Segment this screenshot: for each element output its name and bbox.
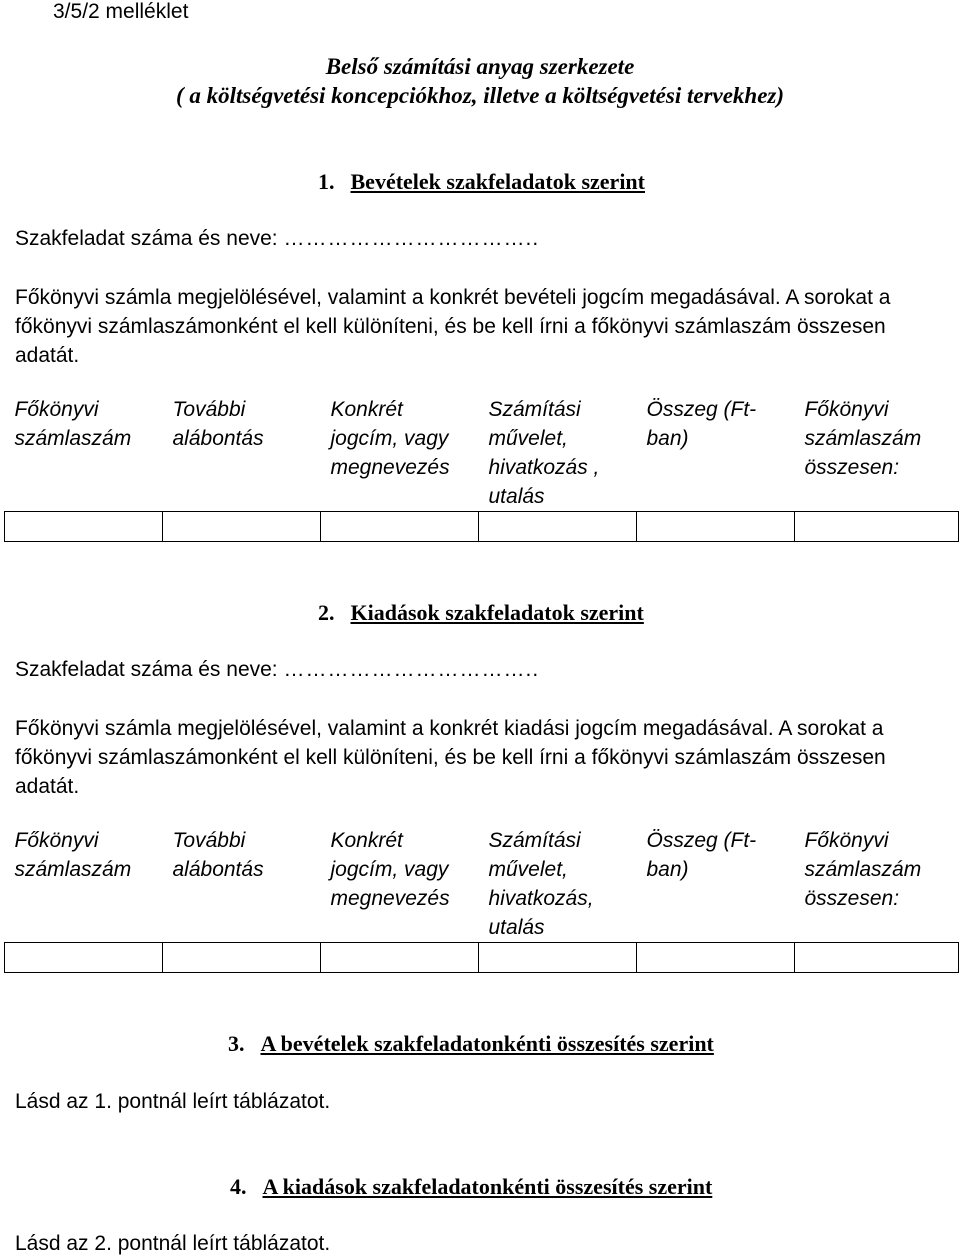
- table-cell: [479, 943, 637, 973]
- section3-number: 3.: [228, 1031, 245, 1056]
- section1-number: 1.: [318, 169, 335, 194]
- section2-col-header: Konkrét jogcím, vagy megnevezés: [330, 829, 450, 910]
- table-cell: [5, 943, 163, 973]
- section2-heading: [318, 600, 644, 626]
- section3-title: A bevételek szakfeladatonkénti összesítés szerint: [260, 1031, 714, 1056]
- section1-heading: [318, 169, 645, 195]
- section1-col-header: Főkönyvi számlaszám: [14, 398, 132, 450]
- section4-heading: [230, 1174, 712, 1200]
- section1-col-header: További alábontás: [172, 398, 264, 450]
- section1-col-header: Számítási művelet, hivatkozás , utalás: [488, 398, 600, 508]
- section4-number: 4.: [230, 1174, 247, 1199]
- table-cell: [637, 943, 795, 973]
- section1-paragraph: Főkönyvi számla megjelölésével, valamint a konkrét bevételi jogcím megadásával. A sorokat a főkönyvi számlaszámonként el kell különíteni, és be kell írni a főkönyvi számlaszám összesen adatát.: [15, 286, 891, 367]
- annex-label: 3/5/2 melléklet: [53, 0, 189, 23]
- section2-col-header: Számítási művelet, hivatkozás, utalás: [488, 829, 594, 939]
- table-cell: [795, 943, 959, 973]
- section1-subject-dots: ……………………………..: [283, 227, 540, 250]
- section3-note: Lásd az 1. pontnál leírt táblázatot.: [15, 1090, 331, 1113]
- section2-table: [4, 826, 959, 973]
- section2-table-header-row: [5, 826, 959, 943]
- section2-number: 2.: [318, 600, 335, 625]
- section2-subject-label: Szakfeladat száma és neve:: [15, 658, 278, 681]
- section1-table-header-row: [5, 395, 959, 512]
- section2-col-header: Főkönyvi számlaszám: [14, 829, 132, 881]
- section2-paragraph: Főkönyvi számla megjelölésével, valamint a konkrét kiadási jogcím megadásával. A sorokat a főkönyvi számlaszámonként el kell különíteni, és be kell írni a főkönyvi számlaszám összesen adatát.: [15, 717, 886, 798]
- section1-col-header: Konkrét jogcím, vagy megnevezés: [330, 398, 450, 479]
- table-cell: [163, 943, 321, 973]
- table-cell: [479, 512, 637, 542]
- table-cell: [637, 512, 795, 542]
- section1-subject-label: Szakfeladat száma és neve:: [15, 227, 278, 250]
- table-cell: [163, 512, 321, 542]
- section2-col-header: További alábontás: [172, 829, 264, 881]
- section1-table-row: [5, 512, 959, 542]
- document-title: Belső számítási anyag szerkezete: [325, 54, 635, 79]
- section2-col-header: Összeg (Ft-ban): [646, 829, 757, 881]
- section2-subject-line: [15, 658, 539, 682]
- section2-col-header: Főkönyvi számlaszám összesen:: [804, 829, 922, 910]
- table-cell: [795, 512, 959, 542]
- section2-subject-dots: ……………………………..: [283, 658, 540, 681]
- table-cell: [5, 512, 163, 542]
- table-cell: [321, 943, 479, 973]
- section4-title: A kiadások szakfeladatonkénti összesítés szerint: [262, 1174, 713, 1199]
- section3-heading: [228, 1031, 714, 1057]
- section4-note: Lásd az 2. pontnál leírt táblázatot.: [15, 1232, 331, 1255]
- section1-subject-line: [15, 227, 539, 251]
- section2-title: Kiadások szakfeladatok szerint: [350, 600, 644, 625]
- document-subtitle: ( a költségvetési koncepciókhoz, illetve a költségvetési tervekhez): [175, 83, 785, 108]
- section1-col-header: Összeg (Ft-ban): [646, 398, 757, 450]
- section2-table-row: [5, 943, 959, 973]
- section1-table: [4, 395, 959, 542]
- table-cell: [321, 512, 479, 542]
- section1-col-header: Főkönyvi számlaszám összesen:: [804, 398, 922, 479]
- section1-title: Bevételek szakfeladatok szerint: [350, 169, 645, 194]
